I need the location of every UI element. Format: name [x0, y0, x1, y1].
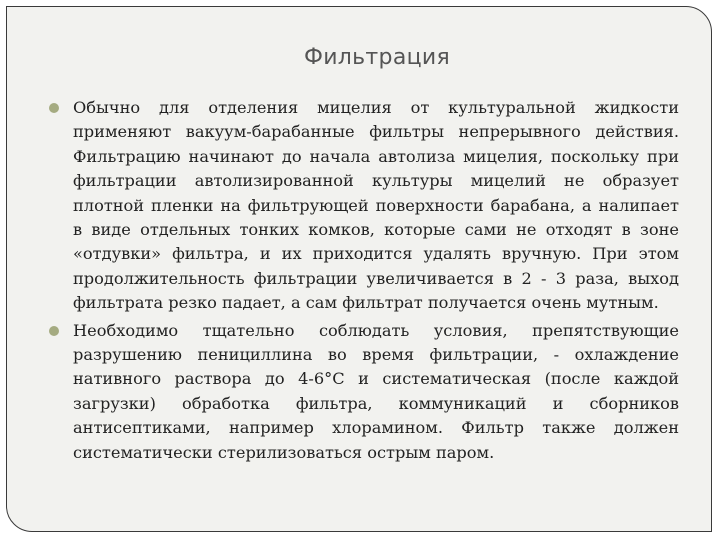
slide-frame	[6, 6, 712, 532]
bullet-icon	[49, 103, 59, 113]
bullet-item	[47, 319, 679, 465]
bullet-icon	[49, 326, 59, 336]
bullet-text: Обычно для отделения мицелия от культуральной жидкости применяют вакуум-барабанные фильтры непрерывного действия. Фильтрацию начинают до начала автолиза мицелия, поскольку при фильтрации автолизированной культуры мицелий не образует плотной пленки на фильтрующей поверхности барабана, а налипает в виде отдельных тонких комков, которые сами не отходят в зоне «отдувки» фильтра, и их приходится удалять вручную. При этом продолжительность фильтрации увеличивается в 2 - 3 раза, выход фильтрата резко падает, а сам фильтрат получается очень мутным.	[73, 98, 679, 313]
slide-body	[47, 96, 679, 468]
bullet-text: Необходимо тщательно соблюдать условия, препятствующие разрушению пенициллина во время фильтрации, - охлаждение нативного раствора до 4-6°С и систематическая (после каждой загрузки) обработка фильтра, коммуникаций и сборников антисептиками, например хлорамином. Фильтр также должен систематически стерилизоваться острым паром.	[73, 320, 679, 462]
slide-title: Фильтрация	[303, 45, 451, 70]
bullet-item	[47, 96, 679, 316]
